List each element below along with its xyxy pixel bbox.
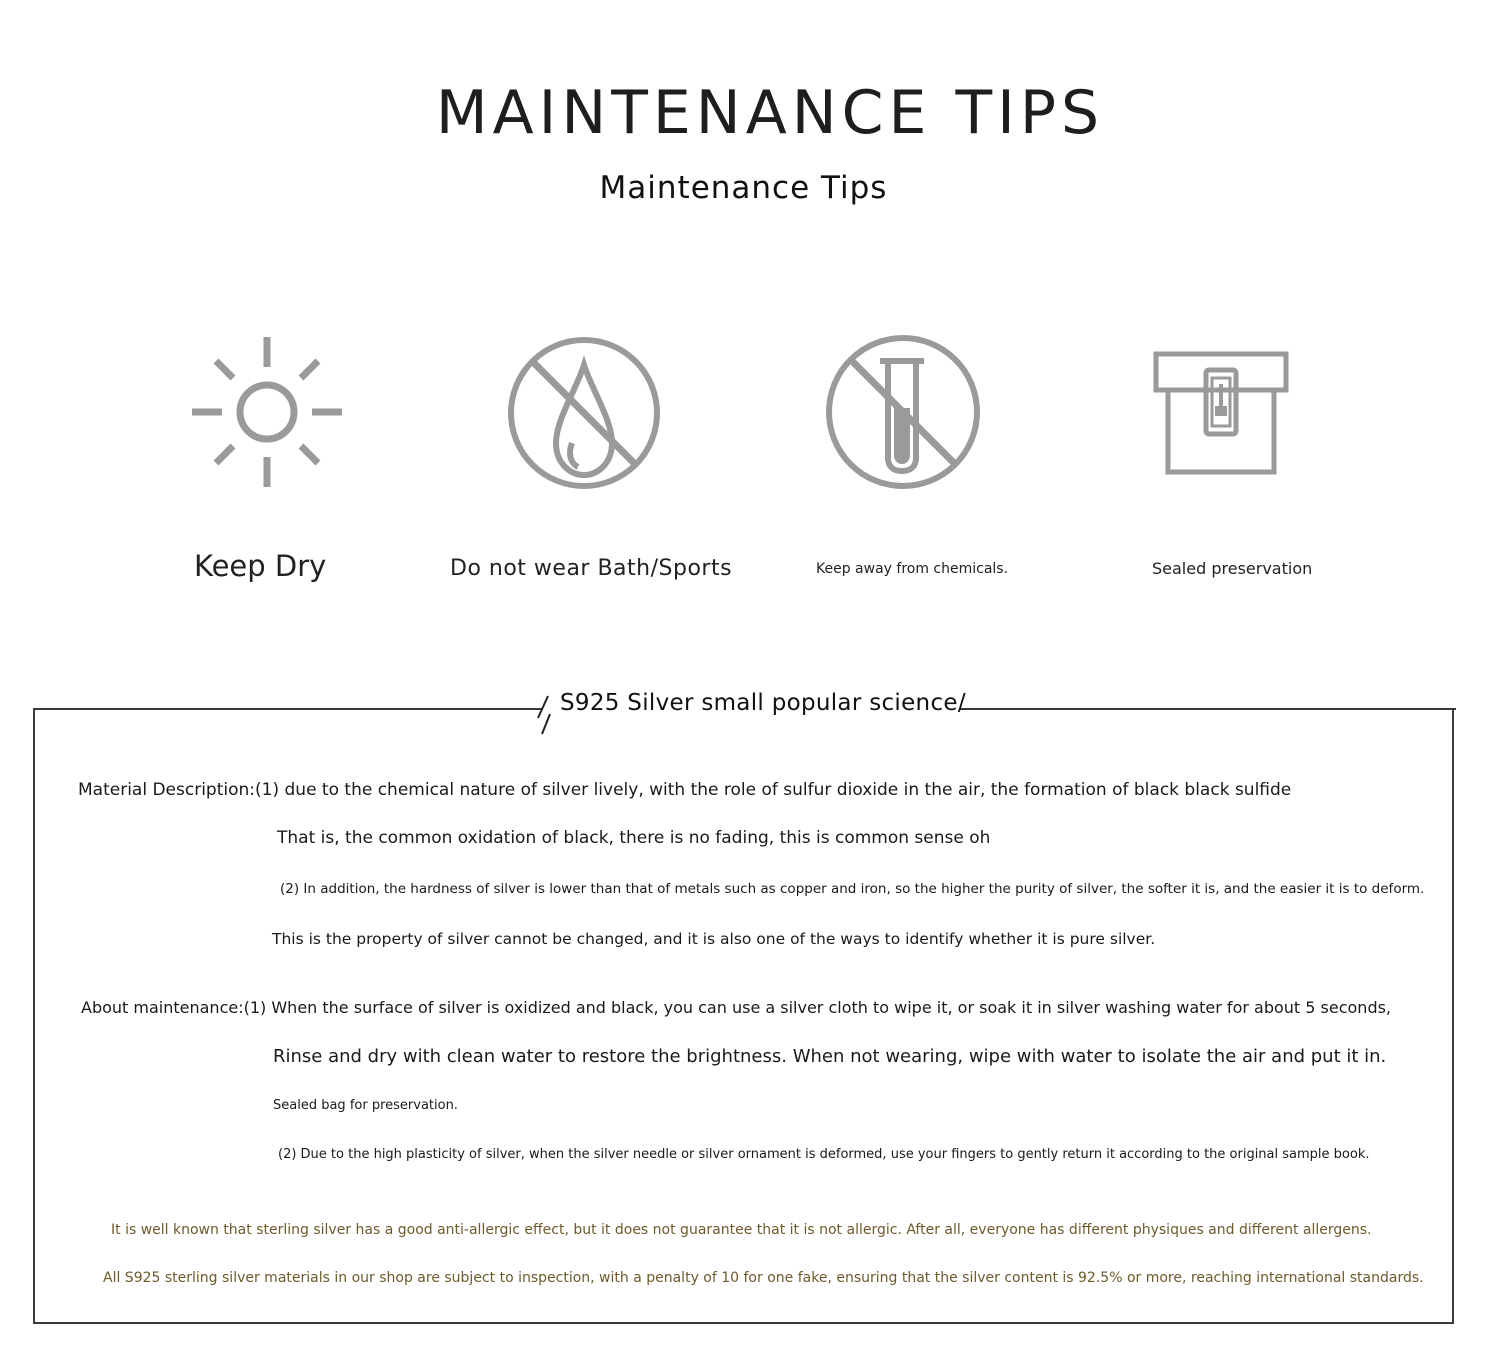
tip-label-no-bath-sports: Do not wear Bath/Sports — [450, 556, 733, 581]
sealed-box-icon — [1150, 348, 1292, 478]
science-box-title: S925 Silver small popular science/ — [560, 690, 966, 716]
sun-icon — [188, 333, 346, 491]
page-title: MAINTENANCE TIPS — [435, 78, 1105, 148]
page-subtitle: Maintenance Tips — [599, 170, 888, 206]
allergy-note: It is well known that sterling silver has a good anti-allergic effect, but it does not guarantee that it is not allergic. After all, everyone has different physiques and different allergens. — [111, 1222, 1372, 1238]
no-chemicals-test-tube-icon — [824, 333, 982, 491]
tip-label-keep-dry: Keep Dry — [194, 549, 327, 583]
material-description-line-4: This is the property of silver cannot be changed, and it is also one of the ways to identify whether it is pure silver. — [272, 930, 1156, 948]
maintenance-line-4: (2) Due to the high plasticity of silver, when the silver needle or silver ornament is deformed, use your fingers to gently return it according to the original sample book. — [278, 1147, 1370, 1162]
material-description-line-3: (2) In addition, the hardness of silver is lower than that of metals such as copper and iron, so the higher the purity of silver, the softer it is, and the easier it is to deform. — [280, 881, 1425, 897]
box-top-line-right — [960, 708, 1456, 710]
no-water-drop-icon — [506, 335, 662, 491]
maintenance-line-3: Sealed bag for preservation. — [273, 1098, 458, 1113]
tip-label-sealed-preservation: Sealed preservation — [1152, 559, 1313, 578]
tip-label-keep-away-chemicals: Keep away from chemicals. — [816, 561, 1009, 577]
inspection-note: All S925 sterling silver materials in our shop are subject to inspection, with a penalty of 10 for one fake, ensuring that the silver content is 92.5% or more, reaching international standards. — [103, 1270, 1424, 1286]
material-description-line-2: That is, the common oxidation of black, there is no fading, this is common sense oh — [277, 828, 991, 848]
slash-mark — [530, 692, 554, 738]
maintenance-line-1: About maintenance:(1) When the surface of silver is oxidized and black, you can use a silver cloth to wipe it, or soak it in silver washing water for about 5 seconds, — [81, 998, 1392, 1017]
maintenance-line-2: Rinse and dry with clean water to restore the brightness. When not wearing, wipe with water to isolate the air and put it in. — [273, 1046, 1387, 1067]
material-description-line-1: Material Description:(1) due to the chemical nature of silver lively, with the role of sulfur dioxide in the air, the formation of black black sulfide — [78, 780, 1292, 800]
box-top-line-left — [33, 708, 543, 710]
